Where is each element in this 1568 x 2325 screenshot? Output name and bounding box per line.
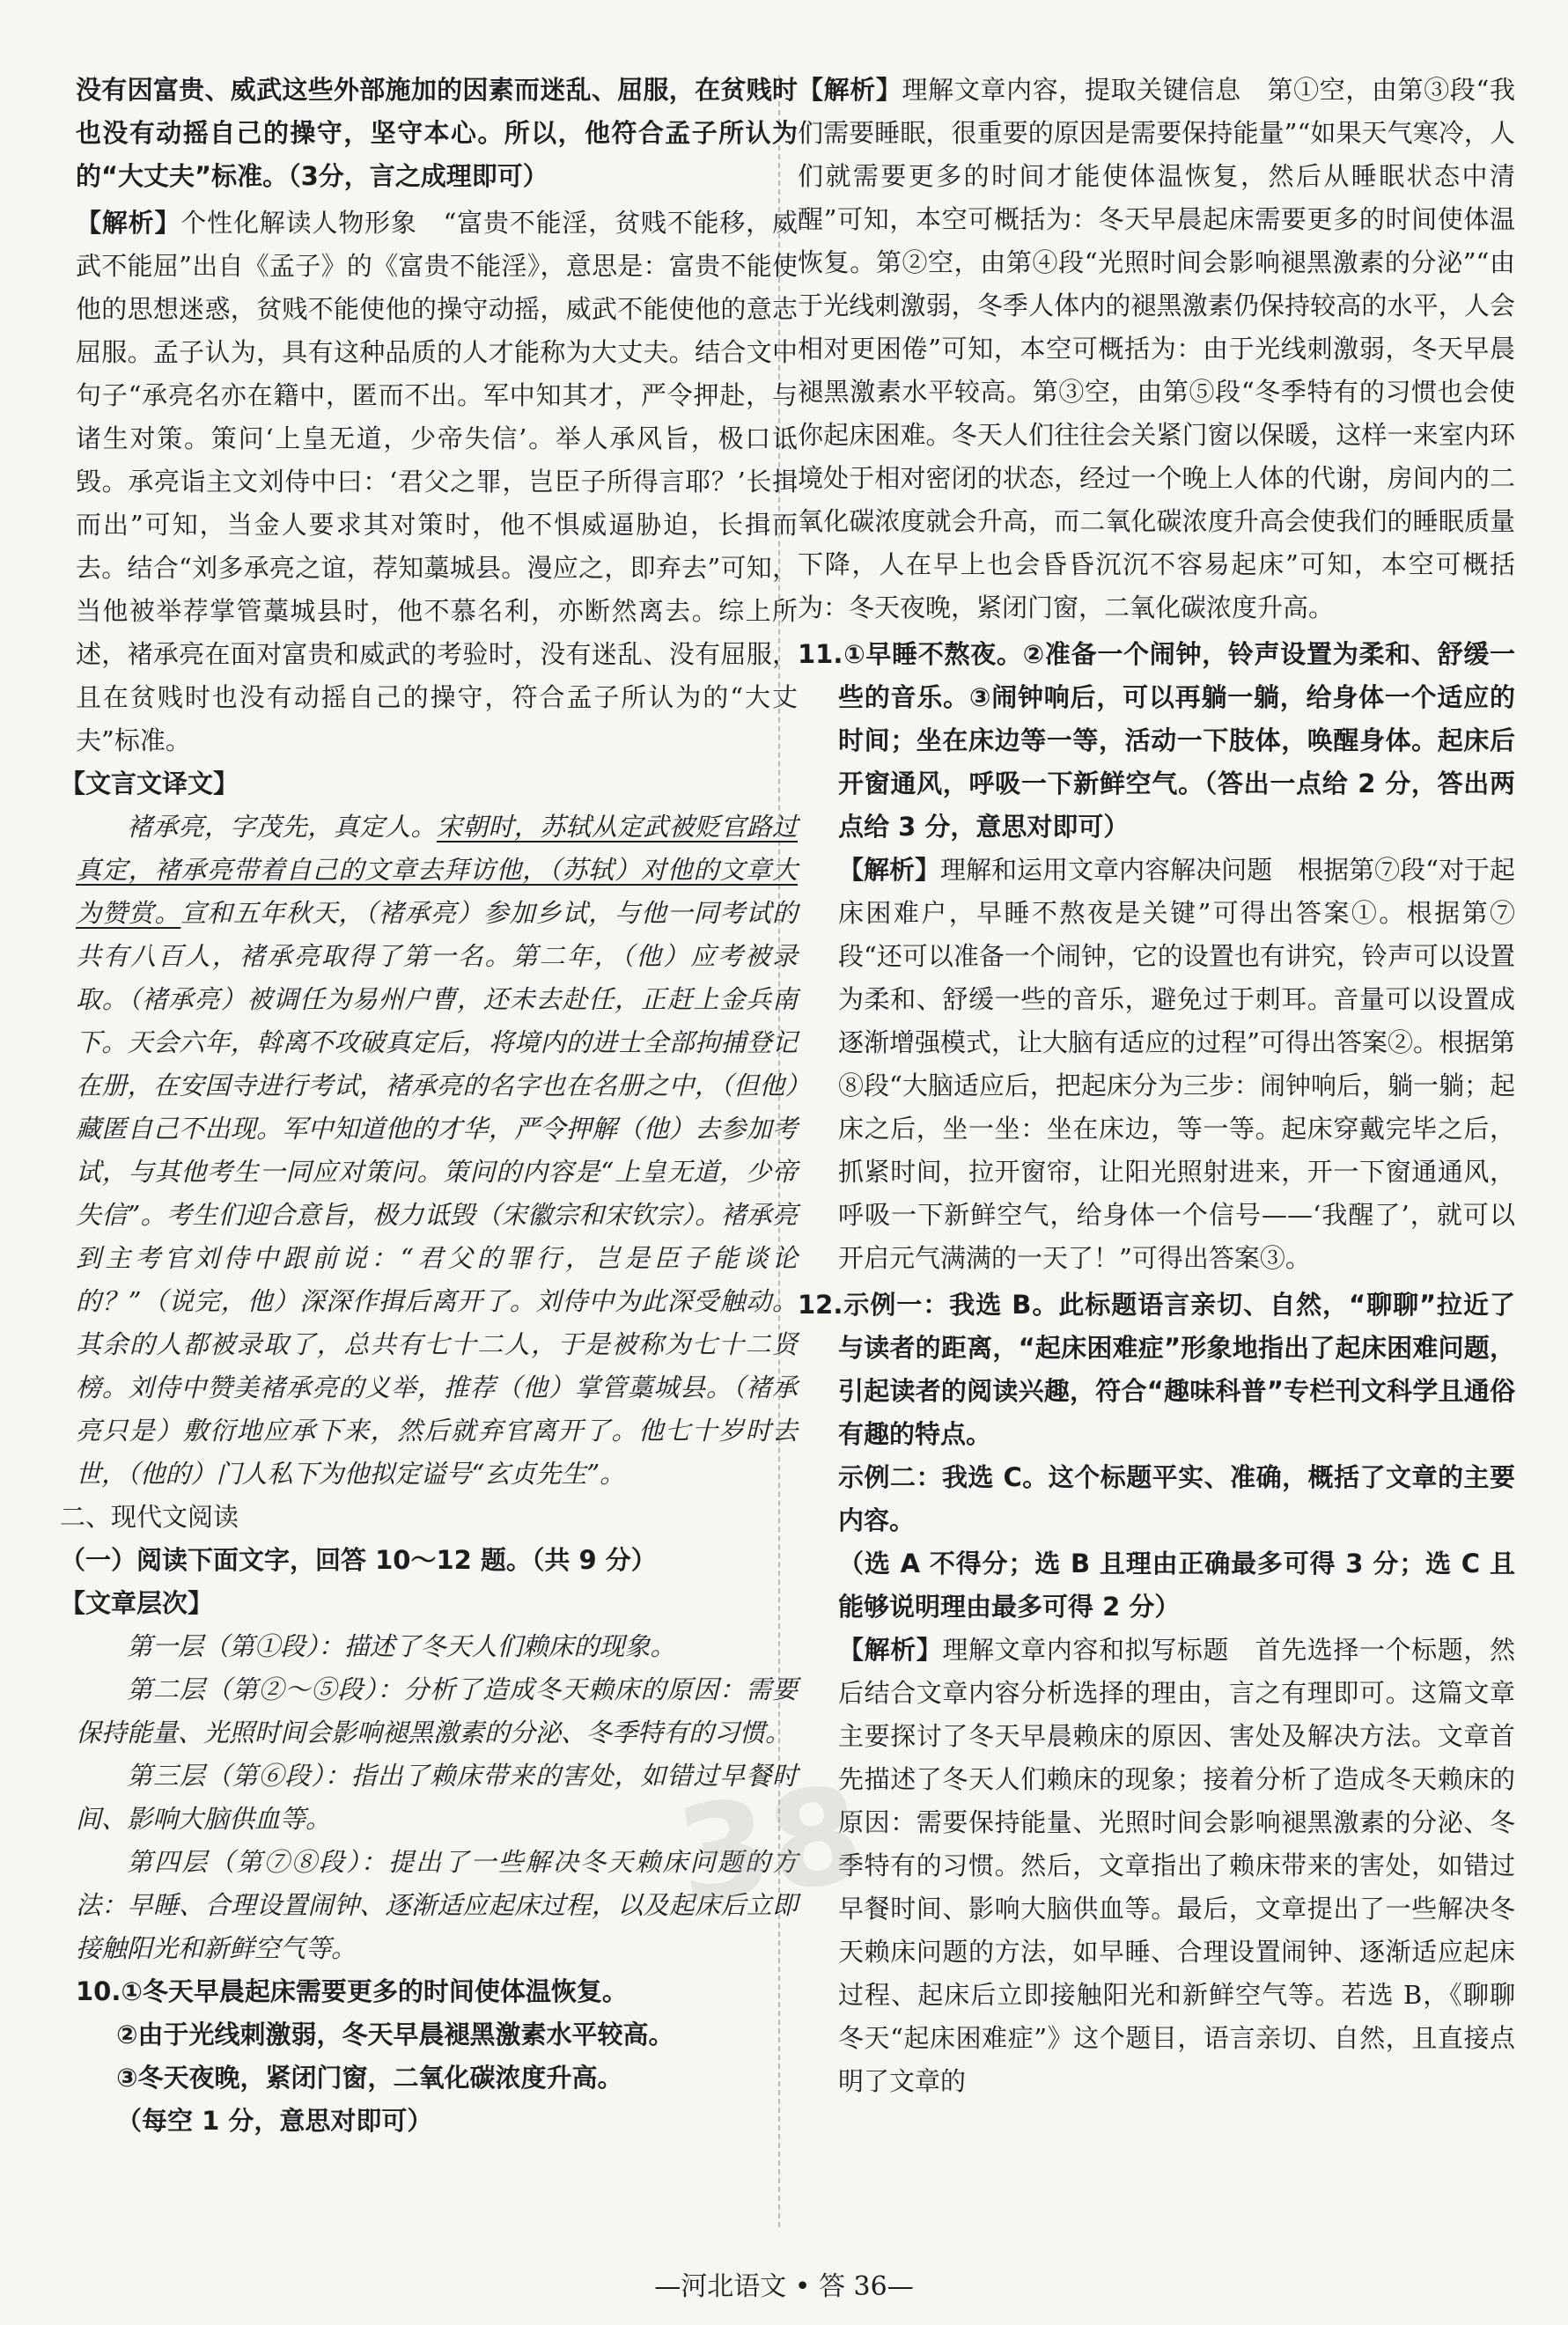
q12-example-1: 示例一：我选 B。此标题语言亲切、自然，“聊聊”拉近了与读者的距离，“起床困难症”形象地指出了起床困难问题，引起读者的阅读兴趣，符合“趣味科普”专栏刊文科学且通俗有趣的特点。	[838, 1290, 1515, 1449]
analysis-12-text: 理解文章内容和拟写标题 首先选择一个标题，然后结合文章内容分析选择的理由，言之有理即可。这篇文章主要探讨了冬天早晨赖床的原因、害处及解决方法。文章首先描述了冬天人们赖床的现象；接着分析了造成冬天赖床的原因：需要保持能量、光照时间会影响褪黑激素的分泌、冬季特有的习惯。然后，文章指出了赖床带来的害处，如错过早餐时间、影响大脑供血等。最后，文章提出了一些解决冬天赖床问题的方法，如早睡、合理设置闹钟、逐渐适应起床过程、起床后立即接触阳光和新鲜空气等。若选 B，《聊聊冬天“起床困难症”》这个题目，语言亲切、自然，且直接点明了文章的	[838, 1635, 1515, 2096]
analysis-tag: 【解析】	[798, 75, 902, 105]
watermark-logo: 38	[667, 1757, 872, 1935]
q12-scoring-note: （选 A 不得分；选 B 且理由正确最多可得 3 分；选 C 且能够说明理由最多可得 2 分）	[838, 1549, 1515, 1622]
structure-heading: 【文章层次】	[60, 1588, 214, 1618]
question-11	[798, 633, 1515, 1280]
q12-example-2: 示例二：我选 C。这个标题平实、准确，概括了文章的主要内容。	[838, 1462, 1515, 1535]
page-footer: —河北语文 • 答 36—	[654, 2271, 914, 2302]
structure-layer-2: 第二层（第②～⑤段）：分析了造成冬天赖床的原因：需要保持能量、光照时间会影响褪黑激素的分泌、冬季特有的习惯。	[76, 1674, 798, 1747]
q11-answer: ①早睡不熬夜。②准备一个闹钟，铃声设置为柔和、舒缓一些的音乐。③闹钟响后，可以再躺一躺，给身体一个适应的时间；坐在床边等一等，活动一下肢体，唤醒身体。起床后开窗通风，呼吸一下新鲜空气。（答出一点给 2 分，答出两点给 3 分，意思对即可）	[838, 639, 1515, 842]
analysis-11	[838, 849, 1515, 1280]
analysis-9-text: 个性化解读人物形象 “富贵不能淫，贫贱不能移，威武不能屈”出自《孟子》的《富贵不能淫》，意思是：富贵不能使他的思想迷惑，贫贱不能使他的操守动摇，威武不能使他的意志屈服。孟子认为，具有这种品质的人才能称为大丈夫。结合文中句子“承亮名亦在籍中，匿而不出。军中知其才，严令押赴，与诸生对策。策问‘上皇无道，少帝失信’。举人承风旨，极口诋毁。承亮诣主文刘侍中曰：‘君父之罪，岂臣子所得言耶？’长揖而出”可知，当金人要求其对策时，他不惧威逼胁迫，长揖而去。结合“刘多承亮之谊，荐知藁城县。漫应之，即弃去”可知，当他被举荐掌管藁城县时，他不慕名利，亦断然离去。综上所述，褚承亮在面对富贵和威武的考验时，没有迷乱、没有屈服，且在贫贱时也没有动摇自己的操守，符合孟子所认为的“大丈夫”标准。	[76, 208, 798, 755]
structure-layer-4: 第四层（第⑦⑧段）：提出了一些解决冬天赖床问题的方法：早睡、合理设置闹钟、逐渐适应起床过程，以及起床后立即接触阳光和新鲜空气等。	[76, 1847, 798, 1963]
analysis-10	[798, 69, 1515, 629]
q10-answer-2: ②由于光线刺激弱，冬天早晨褪黑激素水平较高。	[116, 2020, 674, 2049]
analysis-11-text: 理解和运用文章内容解决问题 根据第⑦段“对于起床困难户，早睡不熬夜是关键”可得出答案①。根据第⑦段“还可以准备一个闹钟，它的设置也有讲究，铃声可以设置为柔和、舒缓一些的音乐，避免过于刺耳。音量可以设置成逐渐增强模式，让大脑有适应的过程”可得出答案②。根据第⑧段“大脑适应后，把起床分为三步：闹钟响后，躺一躺；起床之后，坐一坐：坐在床边，等一等。起床穿戴完毕之后，抓紧时间，拉开窗帘，让阳光照射进来，开一下窗通通风，呼吸一下新鲜空气，给身体一个信号——‘我醒了’，就可以开启元气满满的一天了！”可得出答案③。	[838, 855, 1515, 1273]
answer-9-conclusion: 没有因富贵、威武这些外部施加的因素而迷乱、屈服，在贫贱时也没有动摇自己的操守，坚守本心。所以，他符合孟子所认为的“大丈夫”标准。（3分，言之成理即可）	[76, 75, 798, 191]
question-number: 12.	[798, 1290, 843, 1320]
left-column	[60, 69, 798, 2143]
translation-text	[76, 806, 798, 1496]
question-12	[798, 1284, 1515, 2103]
translation-intro: 褚承亮，字茂先，真定人。	[127, 812, 437, 842]
translation-underlined: 宋朝时，苏轼从定武被贬官路过真定，褚承亮带着自己的文章去拜访他，（苏轼）对他的文章大为赞赏。	[76, 812, 798, 928]
analysis-tag: 【解析】	[838, 855, 941, 885]
analysis-12	[838, 1629, 1515, 2103]
structure-layer-3: 第三层（第⑥段）：指出了赖床带来的害处，如错过早餐时间、影响大脑供血等。	[76, 1761, 798, 1834]
q10-scoring-note: （每空 1 分，意思对即可）	[116, 2106, 433, 2136]
subsection-heading: （一）阅读下面文字，回答 10～12 题。（共 9 分）	[60, 1545, 657, 1575]
translation-heading: 【文言文译文】	[60, 769, 239, 798]
q10-answer-3: ③冬天夜晚，紧闭门窗，二氧化碳浓度升高。	[116, 2063, 623, 2093]
structure-layer-1: 第一层（第①段）：描述了冬天人们赖床的现象。	[127, 1631, 676, 1661]
right-column	[798, 69, 1515, 2103]
q10-answer-1: ①冬天早晨起床需要更多的时间使体温恢复。	[121, 1976, 628, 2006]
translation-body: 宣和五年秋天，（褚承亮）参加乡试，与他一同考试的共有八百人，褚承亮取得了第一名。第二年，（他）应考被录取。（褚承亮）被调任为易州户曹，还未去赴任，正赶上金兵南下。天会六年，斡离不攻破真定后，将境内的进士全部拘捕登记在册，在安国寺进行考试，褚承亮的名字也在名册之中，（但他）藏匿自己不出现。军中知道他的才华，严令押解（他）去参加考试，与其他考生一同应对策问。策问的内容是“上皇无道，少帝失信”。考生们迎合意旨，极力诋毁（宋徽宗和宋钦宗）。褚承亮到主考官刘侍中跟前说：“君父的罪行，岂是臣子能谈论的？”（说完，他）深深作揖后离开了。刘侍中为此深受触动。其余的人都被录取了，总共有七十二人，于是被称为七十二贤榜。刘侍中赞美褚承亮的义举，推荐（他）掌管藁城县。（褚承亮只是）敷衍地应承下来，然后就弃官离开了。他七十岁时去世，（他的）门人私下为他拟定谥号“玄贞先生”。	[76, 898, 798, 1489]
question-number: 10.	[76, 1976, 121, 2006]
section-heading-modern-reading: 二、现代文阅读	[60, 1502, 239, 1532]
question-10	[76, 1970, 798, 2143]
analysis-tag: 【解析】	[838, 1635, 943, 1665]
analysis-10-text: 理解文章内容，提取关键信息 第①空，由第③段“我们需要睡眠，很重要的原因是需要保持能量”“如果天气寒冷，人们就需要更多的时间才能使体温恢复，然后从睡眠状态中清醒”可知，本空可概括为：冬天早晨起床需要更多的时间使体温恢复。第②空，由第④段“光照时间会影响褪黑激素的分泌”“由于光线刺激弱，冬季人体内的褪黑激素仍保持较高的水平，人会相对更困倦”可知，本空可概括为：由于光线刺激弱，冬天早晨褪黑激素水平较高。第③空，由第⑤段“冬季特有的习惯也会使你起床困难。冬天人们往往会关紧门窗以保暖，这样一来室内环境处于相对密闭的状态，经过一个晚上人体的代谢，房间内的二氧化碳浓度就会升高，而二氧化碳浓度升高会使我们的睡眠质量下降，人在早上也会昏昏沉沉不容易起床”可知，本空可概括为：冬天夜晚，紧闭门窗，二氧化碳浓度升高。	[798, 75, 1515, 622]
analysis-9	[76, 202, 798, 762]
analysis-tag: 【解析】	[76, 208, 181, 238]
question-number: 11.	[798, 639, 843, 669]
